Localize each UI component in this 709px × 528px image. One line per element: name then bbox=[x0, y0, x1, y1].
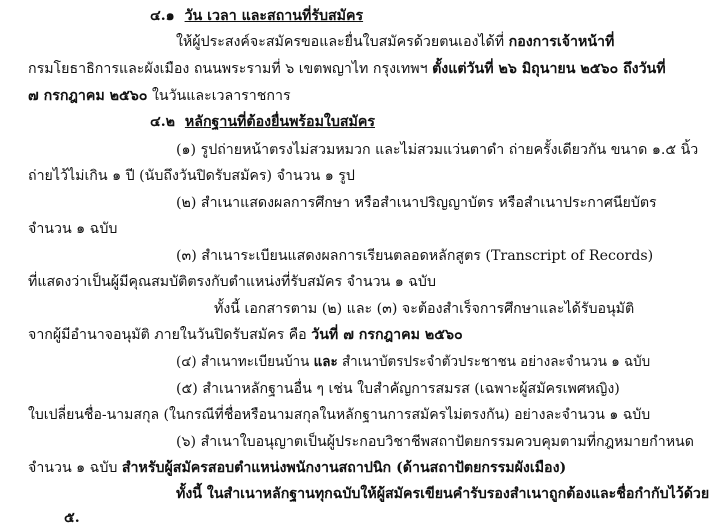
closing-date: วันที่ ๗ กรกฎาคม ๒๕๖๐ bbox=[311, 327, 463, 343]
date-range-end: ๗ กรกฎาคม ๒๕๖๐ bbox=[28, 88, 148, 104]
section-4-1-number: ๔.๑ bbox=[150, 8, 175, 24]
section-4-1-paragraph-line-3 bbox=[28, 86, 291, 108]
item-1-line-1: (๑) รูปถ่ายหน้าตรงไม่สวมหมวก และไม่สวมแว่นตาดำ ถ่ายครั้งเดียวกัน ขนาด ๑.๕ นิ้ว bbox=[176, 142, 699, 158]
office-name: กองการเจ้าหน้าที่ bbox=[508, 34, 615, 50]
item-3-line-1: (๓) สำเนาระเบียนแสดงผลการเรียนตลอดหลักสูตร (Transcript of Records) bbox=[176, 248, 654, 264]
note-1-line-1: ทั้งนี้ เอกสารตาม (๒) และ (๓) จะต้องสำเร็จการศึกษาและได้รับอนุมัติ bbox=[214, 301, 635, 317]
item-6-line-1: (๖) สำเนาใบอนุญาตเป็นผู้ประกอบวิชาชีพสถาปัตยกรรมควบคุมตามที่กฎหมายกำหนด bbox=[176, 434, 694, 450]
item-6-line-2 bbox=[28, 458, 566, 480]
applicable-position: สำหรับผู้สมัครสอบตำแหน่งพนักงานสถาปนิก (ด้านสถาปัตยกรรมผังเมือง) bbox=[121, 460, 567, 476]
section-4-1-heading bbox=[150, 6, 363, 28]
section-4-2-number: ๔.๒ bbox=[150, 114, 176, 130]
section-4-1-paragraph-line-2 bbox=[28, 59, 666, 81]
text-span: สำเนาบัตรประจำตัวประชาชน อย่างละจำนวน ๑ ฉบับ bbox=[341, 354, 651, 370]
section-4-1-title: วัน เวลา และสถานที่รับสมัคร bbox=[184, 8, 364, 24]
date-range-start: ตั้งแต่วันที่ ๒๖ มิถุนายน ๒๕๖๐ ถึงวันที่ bbox=[432, 61, 666, 77]
section-4-1-paragraph-line-1 bbox=[176, 32, 636, 54]
text-span: (๔) สำเนาทะเบียนบ้าน bbox=[176, 354, 310, 370]
section-4-2-title: หลักฐานที่ต้องยื่นพร้อมใบสมัคร bbox=[184, 114, 375, 130]
note-2-line: ทั้งนี้ ในสำเนาหลักฐานทุกฉบับให้ผู้สมัครเขียนคำรับรองสำเนาถูกต้องและชื่อกำกับไว้ด้วย bbox=[176, 486, 709, 502]
text-span: ในวันและเวลาราชการ bbox=[151, 88, 291, 104]
section-4-2-heading bbox=[150, 112, 375, 134]
item-5-line-1: (๕) สำเนาหลักฐานอื่น ๆ เช่น ใบสำคัญการสมรส (เฉพาะผู้สมัครเพศหญิง) bbox=[176, 381, 620, 397]
item-5-line-2: ใบเปลี่ยนชื่อ-นามสกุล (ในกรณีที่ชื่อหรือนามสกุลในหลักฐานการสมัครไม่ตรงกัน) อย่างละจำนวน ๑ ฉบับ bbox=[28, 407, 651, 423]
conjunction: และ bbox=[313, 354, 338, 370]
note-1-line-2 bbox=[28, 325, 463, 347]
item-2-line-1: (๒) สำเนาแสดงผลการศึกษา หรือสำเนาปริญญาบัตร หรือสำเนาประกาศนียบัตร bbox=[176, 195, 657, 211]
item-1-line-2: ถ่ายไว้ไม่เกิน ๑ ปี (นับถึงวันปิดรับสมัคร) จำนวน ๑ รูป bbox=[28, 168, 355, 184]
text-span: ให้ผู้ประสงค์จะสมัครขอและยื่นใบสมัครด้วยตนเองได้ที่ bbox=[176, 34, 505, 50]
item-3-line-2: ที่แสดงว่าเป็นผู้มีคุณสมบัติตรงกับตำแหน่งที่รับสมัคร จำนวน ๑ ฉบับ bbox=[28, 274, 436, 290]
next-section-fragment bbox=[64, 508, 82, 526]
item-4-line-1 bbox=[176, 352, 650, 374]
text-span: จำนวน ๑ ฉบับ bbox=[28, 460, 118, 476]
text-span: ๕. bbox=[64, 510, 80, 526]
text-span: จากผู้มีอำนาจอนุมัติ ภายในวันปิดรับสมัคร คือ bbox=[28, 327, 307, 343]
text-span: กรมโยธาธิการและผังเมือง ถนนพระรามที่ ๖ เขตพญาไท กรุงเทพฯ bbox=[28, 61, 428, 77]
item-2-line-2: จำนวน ๑ ฉบับ bbox=[28, 221, 118, 237]
